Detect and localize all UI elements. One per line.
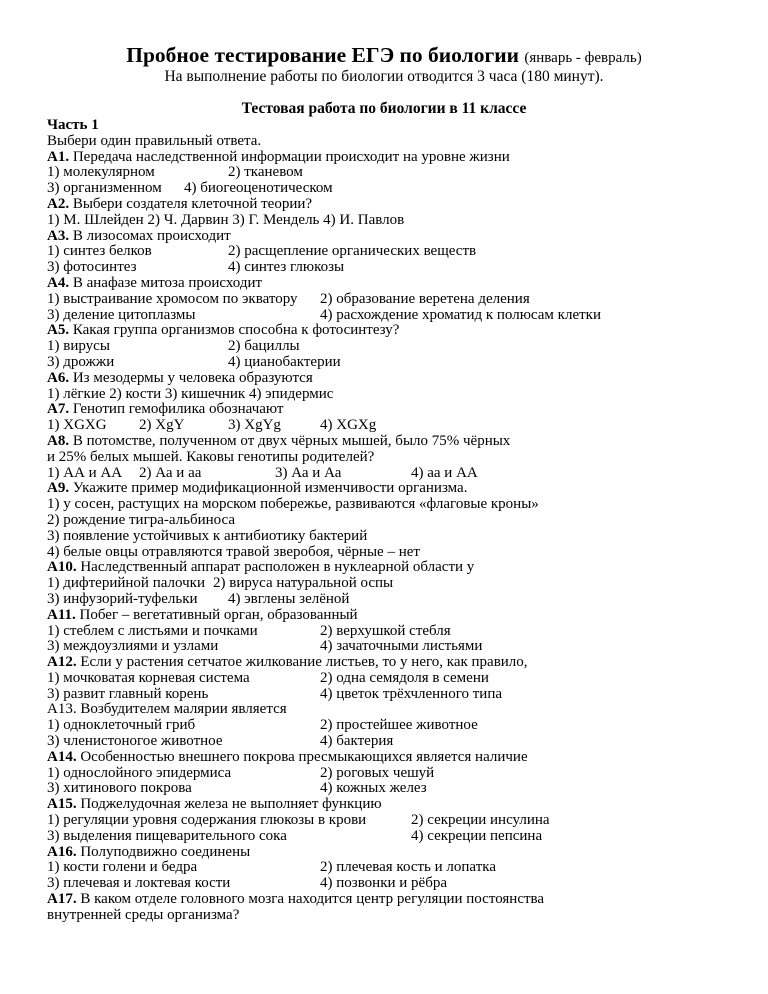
answer-option: 3) членистоногое животное (47, 733, 223, 750)
question-text: Наследственный аппарат расположен в нуклеарной области у (80, 559, 475, 576)
answer-row (47, 308, 747, 324)
answer-option: 3) XgYg (228, 417, 281, 434)
answer-option: 1) мочковатая корневая система (47, 669, 250, 686)
answer-option: 4) бактерия (320, 733, 394, 750)
answer-option: 3) плечевая и локтевая кости (47, 875, 231, 892)
answer-option: 1) АА и АА (47, 464, 123, 481)
answer-option: 4) секреции пепсина (411, 827, 543, 844)
question-a13 (47, 702, 747, 718)
answer-option: 2) Аа и аа (139, 464, 202, 481)
answer-option: 4) аа и АА (411, 464, 478, 481)
answer-row (47, 213, 747, 229)
question-text: Полуподвижно соединены (80, 843, 251, 860)
question-text-continued (47, 450, 747, 466)
test-body (47, 118, 747, 924)
question-a1 (47, 150, 747, 166)
question-text: В потомстве, полученном от двух чёрных мышей, было 75% чёрных (72, 432, 511, 449)
answer-option: 1) лёгкие (47, 385, 106, 402)
question-text: Побег – вегетативный орган, образованный (79, 606, 358, 623)
instruction-line (47, 134, 747, 150)
question-number: А17. (47, 891, 77, 908)
question-number: А15. (47, 796, 77, 813)
answer-option: 4) расхождение хроматид к полюсам клетки (320, 306, 601, 323)
answer-row (47, 244, 747, 260)
answer-option: 2) расщепление органических веществ (228, 243, 477, 260)
answer-row (47, 466, 747, 482)
answer-row (47, 165, 747, 181)
answer-row (47, 718, 747, 734)
answer-option: 3) хитинового покрова (47, 780, 192, 797)
part-label: Часть 1 (47, 117, 99, 133)
answer-option: 2) секреции инсулина (411, 812, 550, 829)
answer-option: 4) кожных желез (320, 780, 427, 797)
answer-row (47, 734, 747, 750)
answer-option: 3) междоузлиями и узлами (47, 638, 219, 655)
question-text: Если у растения сетчатое жилкование листьев, то у него, как правило, (80, 654, 528, 671)
question-a12 (47, 655, 747, 671)
answer-row (47, 829, 747, 845)
answer-option: 3) кишечник (164, 385, 246, 402)
answer-option: 2) вируса натуральной оспы (213, 575, 394, 592)
answer-row (47, 671, 747, 687)
answer-option: 3) Аа и Аа (275, 464, 342, 481)
question-a9 (47, 481, 747, 497)
answer-option: 2) XgY (139, 417, 185, 434)
answer-option: 2) Ч. Дарвин (147, 211, 229, 228)
answer-row (47, 576, 747, 592)
answer-option: 3) Г. Мендель (232, 211, 320, 228)
question-number: А9. (47, 480, 70, 497)
answer-option: 3) выделения пищеварительного сока (47, 827, 287, 844)
question-number: А12. (47, 654, 77, 671)
answer-row (47, 339, 747, 355)
answer-option: 4) белые овцы отравляются травой зверобоя, чёрные – нет (47, 543, 420, 560)
answer-option: 1) XGXG (47, 417, 107, 434)
answer-option: 1) однослойного эпидермиса (47, 764, 232, 781)
question-number: А11. (47, 606, 76, 623)
question-a3 (47, 229, 747, 245)
question-text: Укажите пример модификационной изменчивости организма. (72, 480, 468, 497)
question-number: А10. (47, 559, 77, 576)
answer-row (47, 529, 747, 545)
answer-row (47, 355, 747, 371)
question-text: В лизосомах происходит (72, 227, 231, 244)
answer-row (47, 639, 747, 655)
question-number: А8. (47, 432, 70, 449)
answer-option: 3) дрожжи (47, 353, 115, 370)
question-text: внутренней среды организма? (47, 906, 240, 923)
answer-row (47, 181, 747, 197)
answer-option: 2) бациллы (228, 338, 300, 355)
answer-option: 4) биогеоценотическом (184, 180, 333, 197)
question-text: Особенностью внешнего покрова пресмыкающихся является наличие (80, 748, 528, 765)
answer-row (47, 292, 747, 308)
answer-option: 1) стеблем с листьями и почками (47, 622, 258, 639)
work-title: Тестовая работа по биологии в 11 классе (241, 100, 527, 117)
answer-row (47, 513, 747, 529)
question-a10 (47, 560, 747, 576)
answer-row (47, 545, 747, 561)
answer-option: 4) зачаточными листьями (320, 638, 483, 655)
question-number: А1. (47, 148, 70, 165)
question-text: В анафазе митоза происходит (72, 274, 263, 291)
answer-option: 2) кости (109, 385, 162, 402)
question-text: В каком отделе головного мозга находится центр регуляции постоянства (80, 891, 545, 908)
question-number: А6. (47, 369, 70, 386)
question-text: Какая группа организмов способна к фотосинтезу? (72, 322, 400, 339)
question-number: А5. (47, 322, 70, 339)
answer-option: 2) одна семядоля в семени (320, 669, 489, 686)
answer-option: 3) организменном (47, 180, 162, 197)
question-text: Генотип гемофилика обозначают (72, 401, 284, 418)
question-number: А7. (47, 401, 70, 418)
answer-row (47, 766, 747, 782)
answer-option: 1) вирусы (47, 338, 110, 355)
question-text: Выбери создателя клеточной теории? (72, 195, 313, 212)
answer-option: 1) одноклеточный гриб (47, 717, 196, 734)
question-a16 (47, 845, 747, 861)
answer-option: 1) М. Шлейден (47, 211, 144, 228)
answer-option: 1) выстраивание хромосом по экватору (47, 290, 298, 307)
answer-option: 1) регуляции уровня содержания глюкозы в крови (47, 812, 367, 829)
answer-option: 3) фотосинтез (47, 259, 137, 276)
question-number: А14. (47, 748, 77, 765)
answer-option: 4) И. Павлов (323, 211, 405, 228)
answer-option: 4) синтез глюкозы (228, 259, 345, 276)
answer-row (47, 813, 747, 829)
answer-option: 1) дифтерийной палочки (47, 575, 205, 592)
instruction: Выбери один правильный ответа. (47, 132, 262, 149)
answer-row (47, 781, 747, 797)
question-a7 (47, 402, 747, 418)
answer-option: 3) деление цитоплазмы (47, 306, 196, 323)
question-a6 (47, 371, 747, 387)
question-text: и 25% белых мышей. Каковы генотипы родителей? (47, 448, 375, 465)
answer-option: 2) тканевом (228, 164, 303, 181)
answer-row (47, 387, 747, 403)
answer-option: 2) рождение тигра-альбиноса (47, 511, 236, 528)
question-number: А13. (47, 701, 77, 718)
answer-option: 3) развит главный корень (47, 685, 209, 702)
answer-option: 1) синтез белков (47, 243, 152, 260)
answer-option: 4) цветок трёхчленного типа (320, 685, 503, 702)
answer-option: 1) кости голени и бедра (47, 859, 198, 876)
question-number: А2. (47, 195, 70, 212)
question-a8 (47, 434, 747, 450)
answer-row (47, 687, 747, 703)
answer-option: 4) эпидермис (248, 385, 334, 402)
answer-option: 2) верхушкой стебля (320, 622, 451, 639)
question-text: Передача наследственной информации происходит на уровне жизни (72, 148, 510, 165)
title-main: Пробное тестирование ЕГЭ по биологии (126, 43, 519, 67)
answer-option: 4) XGXg (320, 417, 377, 434)
question-text: Возбудителем малярии является (80, 701, 287, 718)
answer-row (47, 860, 747, 876)
question-text: Поджелудочная железа не выполняет функцию (80, 796, 382, 813)
answer-option: 2) роговых чешуй (320, 764, 435, 781)
answer-row (47, 592, 747, 608)
answer-row (47, 260, 747, 276)
question-text: Из мезодермы у человека образуются (72, 369, 313, 386)
question-a5 (47, 323, 747, 339)
question-a4 (47, 276, 747, 292)
answer-option: 4) позвонки и рёбра (320, 875, 447, 892)
question-a14 (47, 750, 747, 766)
title-note: (январь - февраль) (524, 50, 642, 66)
question-a17 (47, 892, 747, 908)
answer-option: 1) молекулярном (47, 164, 155, 181)
question-a2 (47, 197, 747, 213)
answer-option: 2) простейшее животное (320, 717, 478, 734)
question-a11 (47, 608, 747, 624)
answer-row (47, 497, 747, 513)
answer-option: 2) образование веретена деления (320, 290, 530, 307)
document-title (0, 42, 768, 71)
answer-row (47, 624, 747, 640)
answer-option: 4) эвглены зелёной (228, 590, 350, 607)
answer-option: 2) плечевая кость и лопатка (320, 859, 496, 876)
answer-row (47, 876, 747, 892)
question-text-continued (47, 908, 747, 924)
answer-option: 1) у сосен, растущих на морском побережье, развиваются «флаговые кроны» (47, 496, 539, 513)
answer-row (47, 418, 747, 434)
answer-option: 3) появление устойчивых к антибиотику бактерий (47, 527, 368, 544)
question-number: А3. (47, 227, 70, 244)
part-heading-line (47, 118, 747, 134)
answer-option: 3) инфузорий-туфельки (47, 590, 198, 607)
question-number: А16. (47, 843, 77, 860)
question-a15 (47, 797, 747, 813)
question-number: А4. (47, 274, 70, 291)
answer-option: 4) цианобактерии (228, 353, 341, 370)
time-note: На выполнение работы по биологии отводится 3 часа (180 минут). (164, 68, 604, 85)
